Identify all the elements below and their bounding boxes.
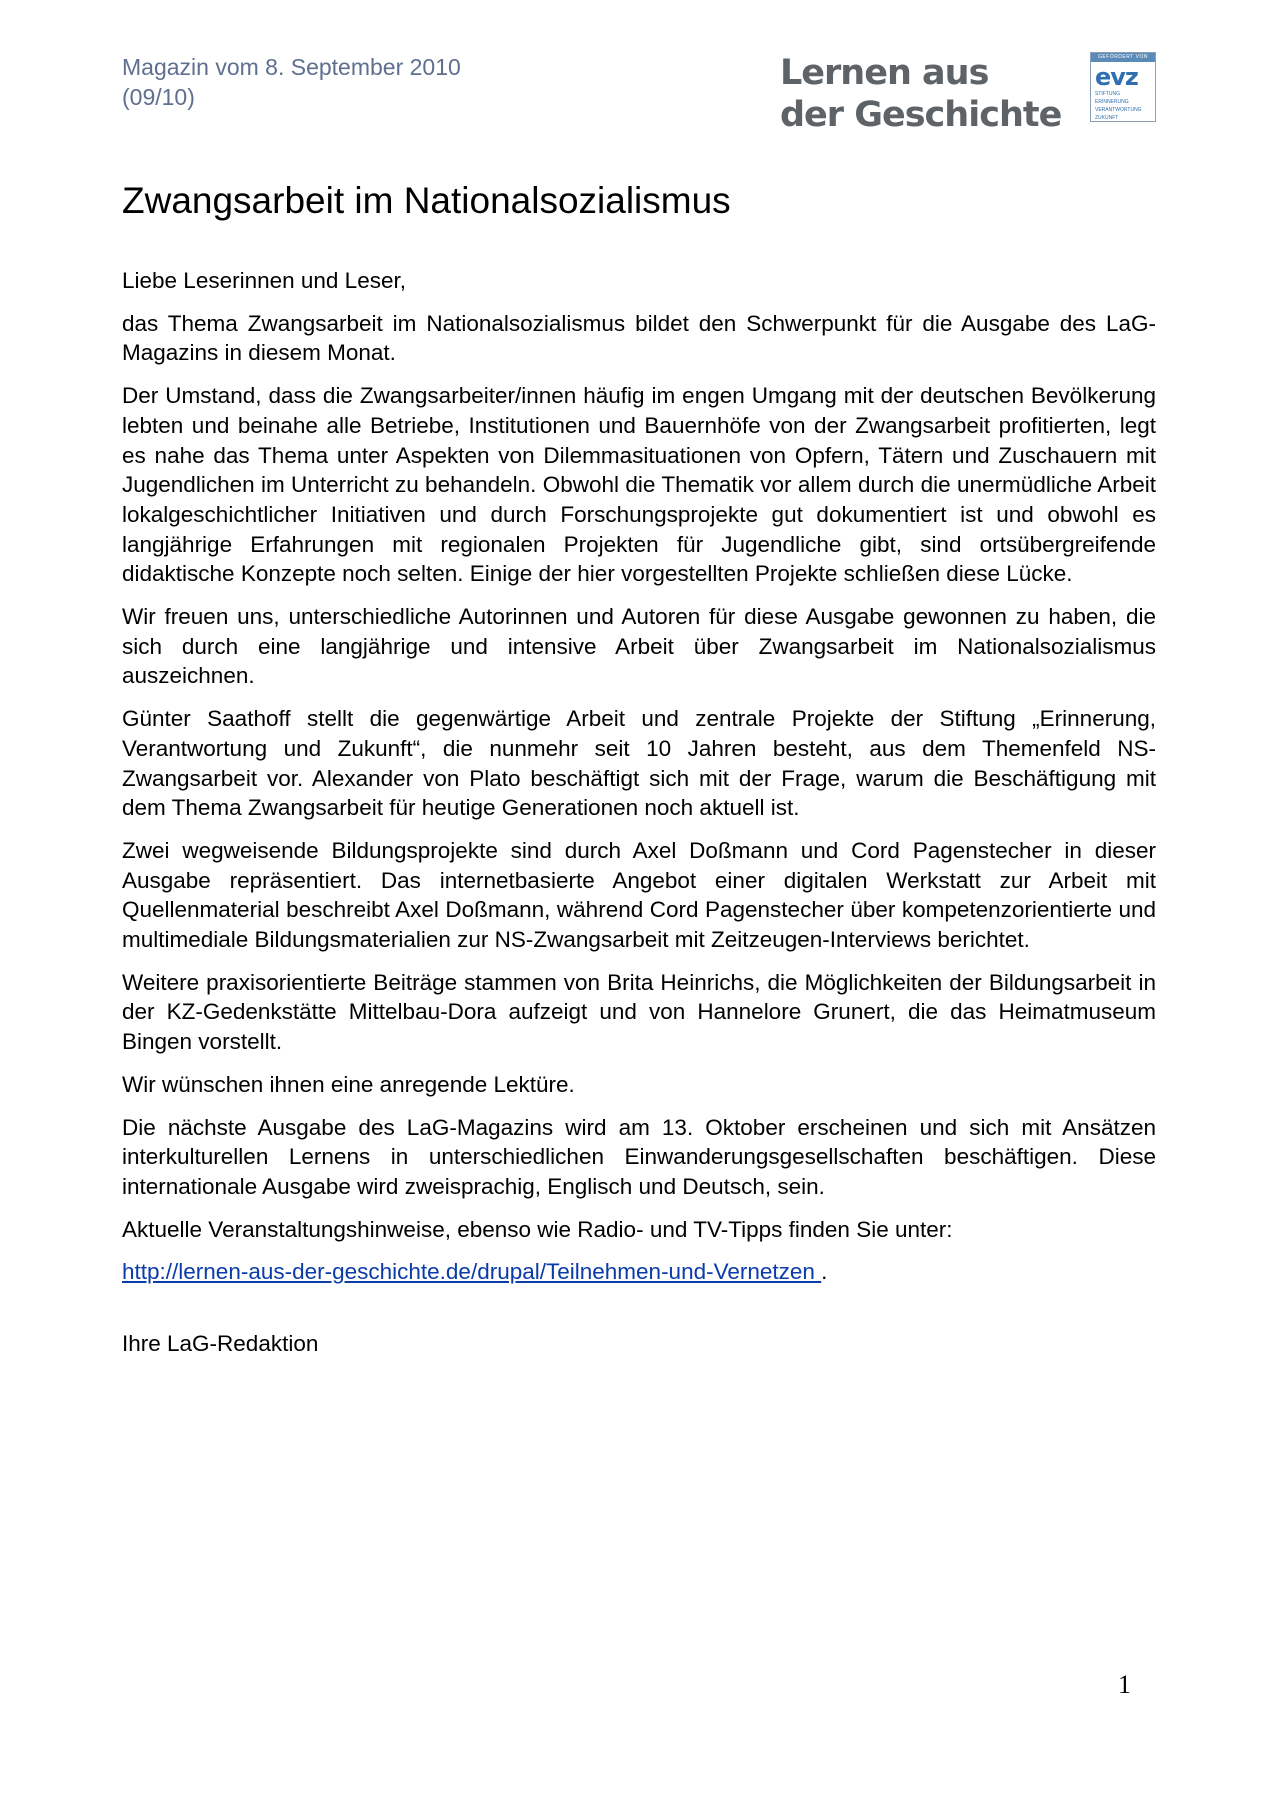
page-number: 1 — [1118, 1670, 1131, 1699]
lag-logo — [780, 52, 1061, 136]
paragraph: Wir freuen uns, unterschiedliche Autorinnen und Autoren für diese Ausgabe gewonnen zu haben, die sich durch eine langjährige und intensive Arbeit über Zwangsarbeit im Nationalsozialismus auszeichnen. — [122, 604, 1156, 689]
paragraph: das Thema Zwangsarbeit im Nationalsozialismus bildet den Schwerpunkt für die Ausgabe des LaG-Magazins in diesem Monat. — [122, 310, 1156, 366]
evz-logo-text-1: STIFTUNG — [1095, 91, 1120, 97]
paragraph: Günter Saathoff stellt die gegenwärtige Arbeit und zentrale Projekte der Stiftung „Erinnerung, Verantwortung und Zukunft“, die nunmehr seit 10 Jahren besteht, aus dem Themenfeld NS-Zwangsarbeit vor. Alexander von Plato beschäftigt sich mit der Frage, warum die Beschäftigung mit dem Thema Zwangsarbeit für heutige Generationen noch aktuell ist. — [122, 706, 1156, 821]
paragraph: Zwei wegweisende Bildungsprojekte sind durch Axel Doßmann und Cord Pagenstecher in dieser Ausgabe repräsentiert. Das internetbasierte Angebot einer digitalen Werkstatt zur Arbeit mit Quellenmaterial beschreibt Axel Doßmann, während Cord Pagenstecher über kompetenzorientierte und multimediale Bildungsmaterialien zur NS-Zwangsarbeit mit Zeitzeugen-Interviews berichtet. — [122, 837, 1156, 953]
magazine-issue-number: (09/10) — [122, 84, 195, 110]
evz-logo-text-4: ZUKUNFT — [1095, 115, 1119, 121]
signature: Ihre LaG-Redaktion — [122, 1331, 319, 1357]
paragraph: Aktuelle Veranstaltungshinweise, ebenso wie Radio- und TV-Tipps finden Sie unter: — [122, 1216, 953, 1242]
magazine-date — [122, 52, 461, 112]
magazine-date-line: Magazin vom 8. September 2010 — [122, 54, 461, 80]
logo-line-2: der Geschichte — [780, 95, 1062, 135]
evz-logo-mark: evz — [1095, 63, 1138, 91]
paragraph: Der Umstand, dass die Zwangsarbeiter/innen häufig im engen Umgang mit der deutschen Bevölkerung lebten und beinahe alle Betriebe, Institutionen und Bauernhöfe von der Zwangsarbeit profitierten, legt es nahe das Thema unter Aspekten von Dilemmasituationen von Opfern, Tätern und Zuschauern mit Jugendlichen im Unterricht zu behandeln. Obwohl die Thematik vor allem durch die unermüdliche Arbeit lokalgeschichtlicher Initiativen und durch Forschungsprojekte gut dokumentiert ist und obwohl es langjährige Erfahrungen mit regionalen Projekten für Jugendliche gibt, sind ortsübergreifende didaktische Konzepte noch selten. Einige der hier vorgestellten Projekte schließen diese Lücke. — [122, 383, 1156, 587]
events-link[interactable]: http://lernen-aus-der-geschichte.de/drupal/Teilnehmen-und-Vernetzen — [122, 1259, 822, 1285]
logo-line-1: Lernen aus — [780, 53, 989, 93]
paragraph: Weitere praxisorientierte Beiträge stammen von Brita Heinrichs, die Möglichkeiten der Bildungsarbeit in der KZ-Gedenkstätte Mittelbau-Dora aufzeigt und von Hannelore Grunert, die das Heimatmuseum Bingen vorstellt. — [122, 969, 1156, 1055]
page-title: Zwangsarbeit im Nationalsozialismus — [122, 180, 731, 221]
salutation: Liebe Leserinnen und Leser, — [122, 268, 406, 293]
evz-logo-text-3: VERANTWORTUNG — [1095, 107, 1142, 113]
paragraph: Die nächste Ausgabe des LaG-Magazins wird am 13. Oktober erscheinen und sich mit Ansätzen interkulturellen Lernens in unterschiedlichen Einwanderungsgesellschaften beschäftigen. Diese internationale Ausgabe wird zweisprachig, Englisch und Deutsch, sein. — [122, 1114, 1156, 1199]
evz-logo-text-2: ERINNERUNG — [1095, 99, 1129, 105]
evz-logo-caption: GEFÖRDERT VON — [1091, 53, 1155, 62]
letter-body — [122, 266, 1156, 1372]
link-period: . — [821, 1259, 828, 1285]
paragraph: Wir wünschen ihnen eine anregende Lektüre. — [122, 1071, 575, 1097]
evz-logo — [1090, 52, 1156, 122]
link-line — [122, 1257, 1156, 1287]
